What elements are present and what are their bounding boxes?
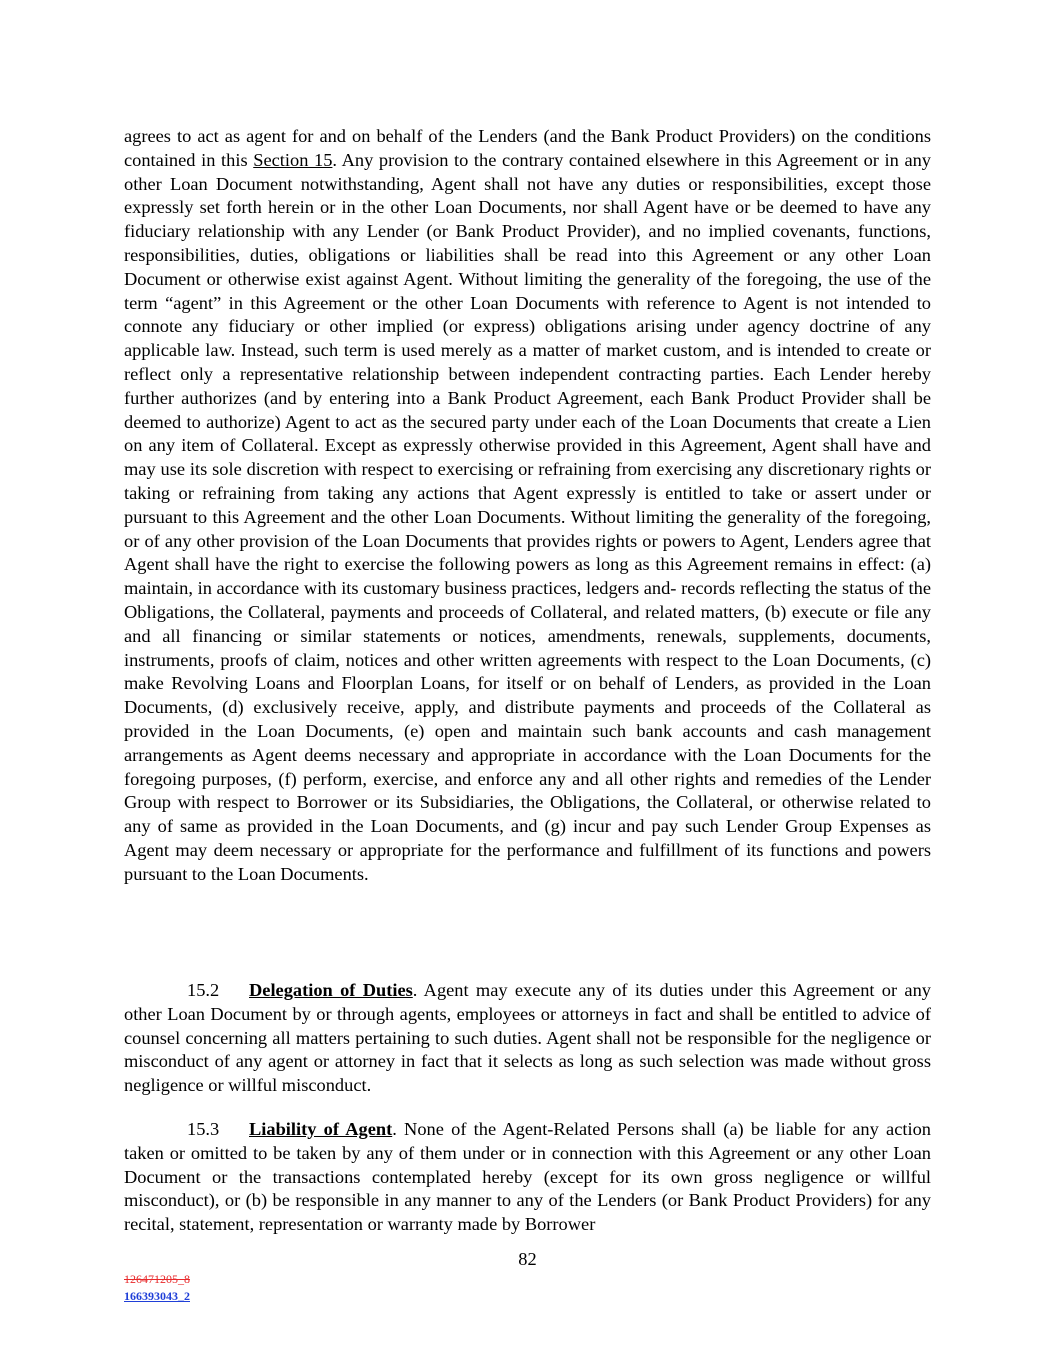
section-15-2-delegation-of-duties [124,979,931,1098]
page-number: 82 [518,1249,537,1269]
document-id-deleted: 126471205_8 [124,1272,190,1286]
section-15-3-liability-of-agent [124,1118,931,1237]
section-heading: Liability of Agent [249,1119,393,1139]
paragraph-text: . Agent may execute any of its duties under this Agreement or any other Loan Document by or through agents, employees or attorneys in fact and shall be entitled to advice of counsel concerning all matters pertaining to such duties. Agent shall not be responsible for the negligence or misconduct of any agent or attorney in fact that it selects as long as such selection was made without gross negligence or willful misconduct. [124,980,931,1096]
paragraph-text: agrees to act as agent for and on behalf of the Lenders (and the Bank Product Providers) on the conditions contained in this [124,126,931,170]
paragraph-text: . Any provision to the contrary contained elsewhere in this Agreement or in any other Loan Document notwithstanding, Agent shall not have any duties or responsibilities, except those expressly set forth herein or in the other Loan Documents, nor shall Agent have or be deemed to have any fiduciary relationship with any Lender (or Bank Product Provider), and no implied covenants, functions, responsibilities, duties, obligations or liabilities shall be read into this Agreement or any other Loan Document or otherwise exist against Agent. Without limiting the generality of the foregoing, the use of the term “agent” in this Agreement or the other Loan Documents with reference to Agent is not intended to connote any fiduciary or other implied (or express) obligations arising under agency doctrine of any applicable law. Instead, such term is used merely as a matter of market custom, and is intended to create or reflect only a representative relationship between independent contracting parties. Each Lender hereby further authorizes (and by entering into a Bank Product Agreement, each Bank Product Provider shall be deemed to authorize) Agent to act as the secured party under each of the Loan Documents that create a Lien on any item of Collateral. Except as expressly otherwise provided in this Agreement, Agent shall have and may use its sole discretion with respect to exercising or refraining from exercising any discretionary rights or taking or refraining from taking any actions that Agent expressly is entitled to take or assert under or pursuant to this Agreement and the other Loan Documents. Without limiting the generality of the foregoing, or of any other provision of the Loan Documents that provides rights or powers to Agent, Lenders agree that Agent shall have the right to exercise the following powers as long as this Agreement remains in effect: (a) maintain, in accordance with its customary business practices, ledgers and- records reflecting the status of the Obligations, the Collateral, payments and proceeds of Collateral, and related matters, (b) execute or file any and all financing or similar statements or notices, amendments, renewals, supplements, documents, instruments, proofs of claim, notices and other written agreements with respect to the Loan Documents, (c) make Revolving Loans and Floorplan Loans, for itself or on behalf of Lenders, as provided in the Loan Documents, (d) exclusively receive, apply, and distribute payments and proceeds of the Collateral as provided in the Loan Documents, (e) open and maintain such bank accounts and cash management arrangements as Agent deems necessary and appropriate in accordance with the Loan Documents for the foregoing purposes, (f) perform, exercise, and enforce any and all other rights and remedies of the Lender Group with respect to Borrower or its Subsidiaries, the Obligations, the Collateral, or otherwise related to any of same as provided in the Loan Documents, and (g) incur and pay such Lender Group Expenses as Agent may deem necessary or appropriate for the performance and fulfillment of its functions and powers pursuant to the Loan Documents. [124,149,931,884]
section-cross-reference: Section 15 [253,149,333,170]
paragraph-agent-appointment [124,125,931,887]
document-id-inserted: 166393043_2 [124,1289,190,1303]
paragraph-text: . None of the Agent-Related Persons shall (a) be liable for any action taken or omitted to be taken by any of them under or in connection with this Agreement or any other Loan Document or the transactions contemplated hereby (except for its own gross negligence or willful misconduct), or (b) be responsible in any manner to any of the Lenders (or Bank Product Providers) for any recital, statement, representation or warranty made by Borrower [124,1119,931,1235]
section-number: 15.3 [187,1119,220,1139]
section-number: 15.2 [187,980,220,1000]
section-heading: Delegation of Duties [249,980,413,1000]
